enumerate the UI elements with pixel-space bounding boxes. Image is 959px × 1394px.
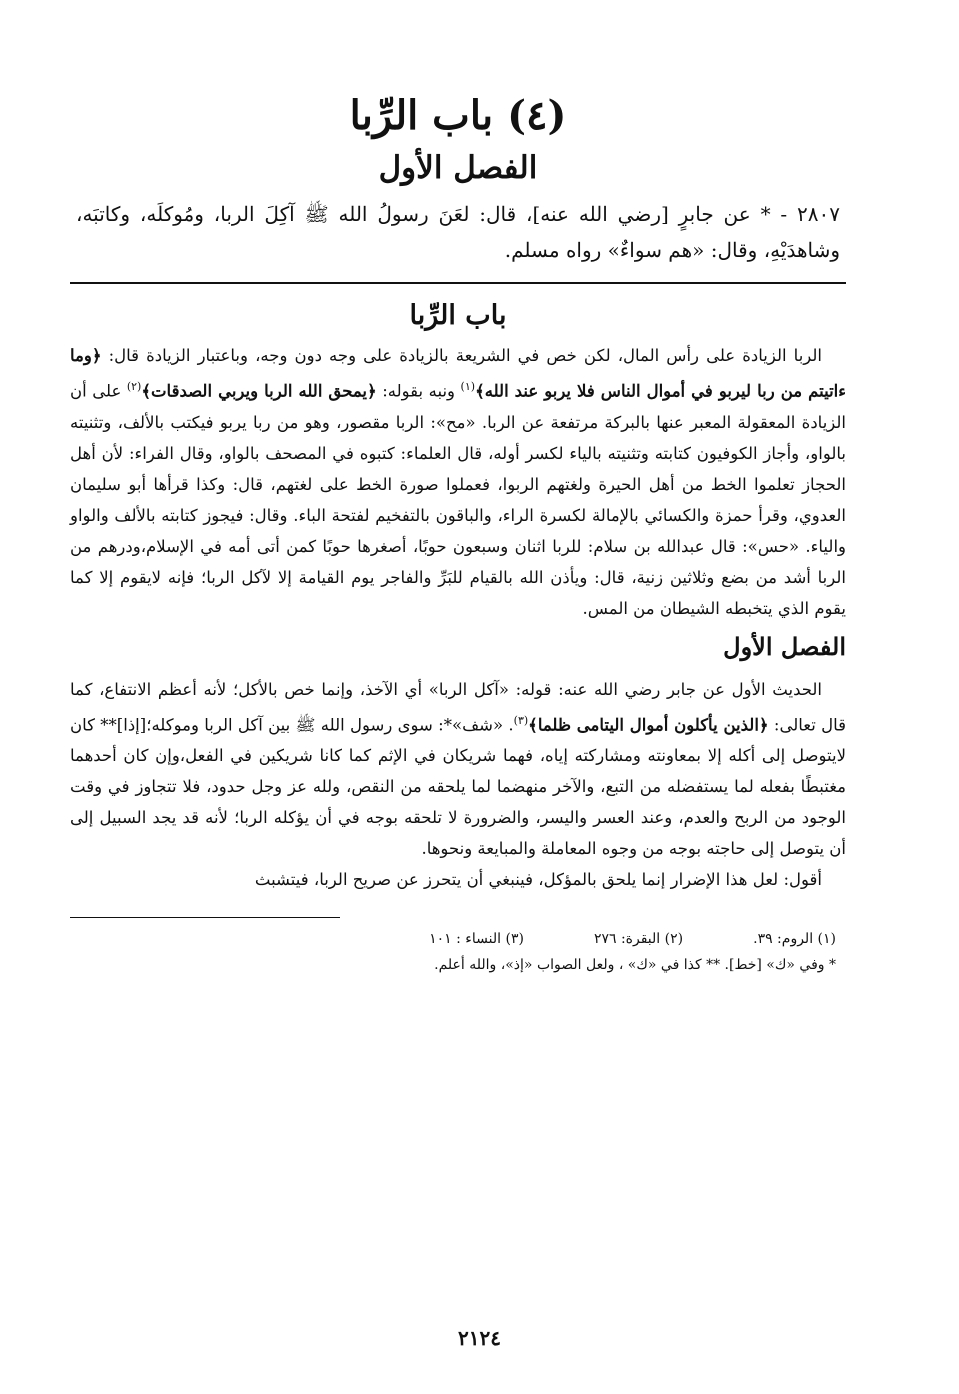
commentary (70, 296, 846, 895)
text-run: الربا الزيادة على رأس المال، لكن خص في الشريعة بالزيادة على وجه دون وجه، وباعتبار الزيادة قال: (101, 346, 822, 365)
page (70, 90, 846, 978)
text-run: ونبه بقوله: (376, 381, 461, 401)
hadith-body: عن جابرٍ [رضي الله عنه]، قال: لعَنَ رسولُ الله ﷺ آكِلَ الربا، ومُوكلَه، وكاتبَه، وشاهدَيْهِ، وقال: «هم سواءٌ» رواه مسلم. (76, 202, 840, 262)
text-run: . «شف»*: سوى رسول الله ﷺ بين آكل الربا وموكله؛[إذا]** كان لايتوصل إلى أكله إلا بمعاونته ومشاركته إياه، فهما شريكان في الإثم كما كانا شريكين في الفعل،وإن كان أحدهما مغتبطًا بفعله لما يستفضله من التبع، والآخر منهضما لما يلحقه من النقص، ولله عز وجل حدود، فلا تتجاوز في وقت الوجود من الربح والعدم، وعند العسر واليسر، والضرورة لا تلحقه بوجه في أن يؤكله الربا؛ لأنه قد يجد السبيل إلى أن يتوصل إلى حاجته بوجه من وجوه المعاملة والمبايعة ونحوها. (70, 715, 846, 858)
commentary-paragraph-2 (70, 674, 846, 865)
footnote-row (70, 926, 846, 952)
text-run: على أن الزيادة المعقولة المعبر عنها بالبركة مرتفعة عن الربا. «مح»: الربا مقصور، وهو من ربا يربو فيكتب بالألف، وتثنيته بالواو، وأجاز الكوفيون كتابته وتثنيته بالياء لكسر أوله، قال العلماء: كتبوه في المصحف بالواو، وقال الفراء: لأن أهل الحجاز تعلموا الخط من أهل الحيرة ولغتهم الربوا، فعملوا صورة الخط على لغتهم، قال: وكذا قرأها أبو سليمان العدوي، وقرأ حمزة والكسائي بالإمالة لكسرة الراء، والباقون بالتفخيم لفتحة الباء. وقال: فيجوز كتابته بالألف والواو والياء. «حس»: قال عبدالله بن سلام: للربا اثنان وسبعون حوبًا، أصغرها حوبًا كمن أتى أمه في الإسلام،ودرهم من الربا أشد من بضع وثلاثين زنية، قال: ويأذن الله بالقيام للبَرِّ والفاجر يوم القيامة إلا لآكل الربا؛ فإنه لايقوم إلا كما يقوم الذي يتخبطه الشيطان من المس. (70, 381, 846, 618)
commentary-section-title: الفصل الأول (723, 631, 846, 661)
footnote-ref: (٢) (126, 380, 142, 393)
quran-verse: ﴿الذين يأكلون أموال اليتامى ظلما﴾ (528, 715, 769, 734)
footnote-3: (٣) النساء : ١٠١ (429, 931, 524, 947)
footnote-1: (١) الروم: ٣٩. (753, 931, 836, 947)
text-run: الحديث الأول عن جابر رضي الله عنه: قوله: «آكل الربا» أي الآخذ، وإنما خص بالأكل؛ لأنه أعظم الانتفاع، كما قال تعالى: (70, 679, 847, 734)
footnotes (70, 926, 846, 978)
quran-verse: ﴿يمحق الله الربا ويربي الصدقات﴾ (141, 381, 377, 401)
quran-verse: ﴿وما ءاتيتم من ربا ليربو في أموال الناس فلا يربو عند الله﴾ (70, 346, 847, 401)
divider (70, 282, 846, 284)
chapter-title: (٤) باب الرِّبا (349, 92, 567, 139)
hadith-number: ٢٨٠٧ - * (760, 202, 840, 226)
footnote-ref: (٣) (513, 713, 529, 727)
commentary-paragraph-3: أقول: لعل هذا الإضرار إنما يلحق بالمؤكل، فينبغي أن يتحرز عن صريح الربا، فيتشبث (254, 870, 822, 889)
section-title: الفصل الأول (378, 150, 538, 186)
commentary-title: باب الرِّبا (409, 300, 507, 331)
commentary-paragraph-1 (70, 340, 846, 624)
footnote-ref: (١) (460, 380, 476, 393)
hadith-text (70, 196, 846, 268)
footnote-2: (٢) البقرة: ٢٧٦ (593, 931, 684, 947)
footnote-rule (70, 917, 340, 918)
footnote-editor-note: * وفي «ك» [خط]. ** كذا في «ك» ، ولعل الصواب «إذ»، والله أعلم. (434, 957, 836, 973)
page-number: ٢١٢٤ (458, 1326, 501, 1350)
